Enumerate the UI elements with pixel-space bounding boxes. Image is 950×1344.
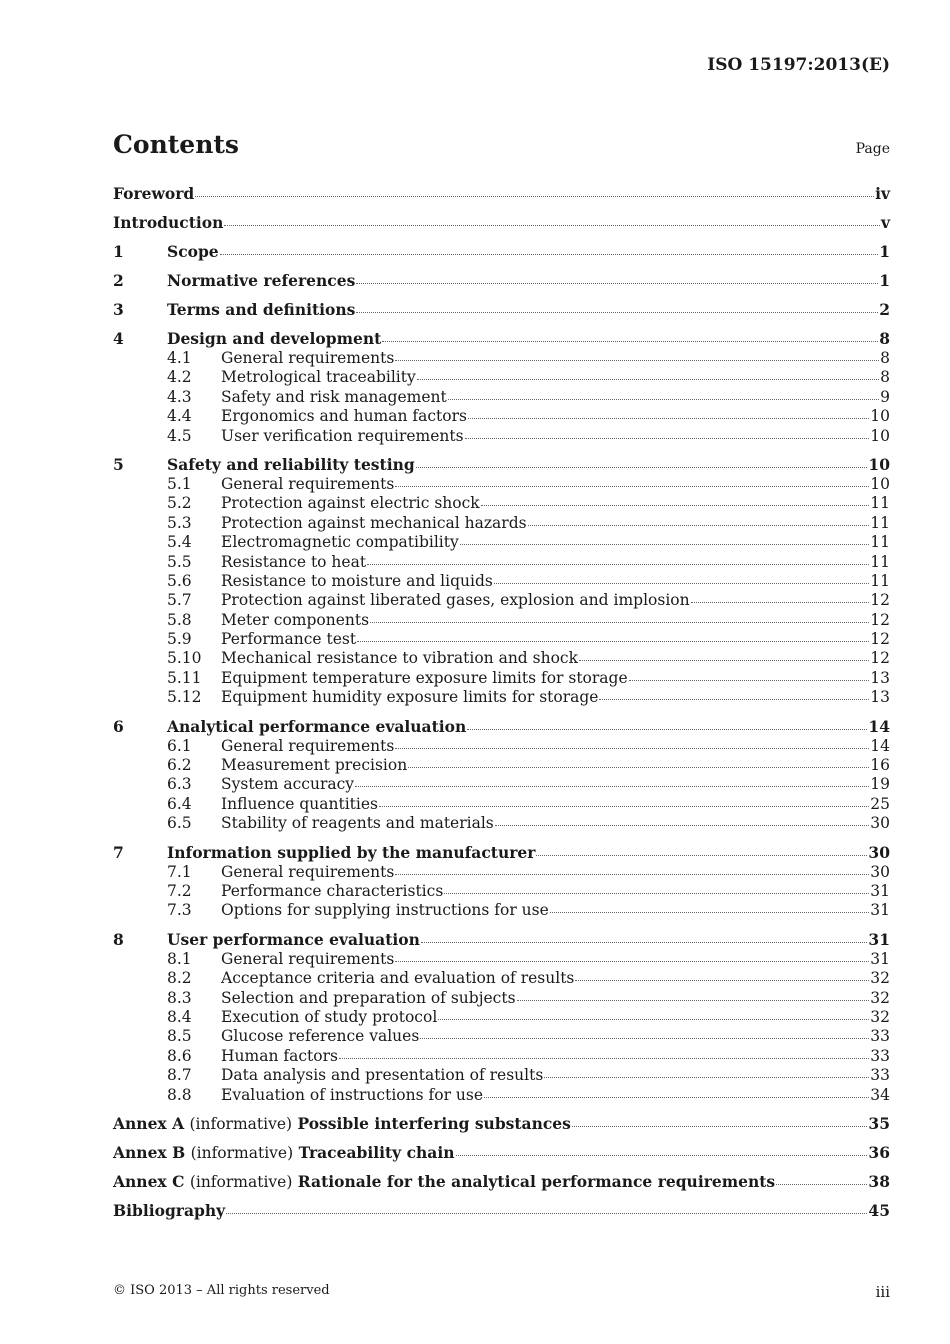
subsection-title: Electromagnetic compatibility — [221, 533, 459, 552]
toc-entry-subsection[interactable] — [113, 475, 890, 494]
subsection-page: 11 — [870, 533, 890, 552]
toc-entry-subsection[interactable] — [113, 533, 890, 552]
annex-page: 38 — [868, 1171, 890, 1191]
annex-label: Annex C — [113, 1171, 185, 1191]
subsection-title: Metrological traceability — [221, 368, 416, 387]
subsection-title: System accuracy — [221, 775, 355, 794]
dot-leader — [395, 482, 869, 487]
section-number: 6 — [113, 716, 124, 736]
subsection-number: 5.3 — [167, 513, 192, 532]
dot-leader — [438, 1015, 869, 1020]
dot-leader — [355, 782, 869, 787]
subsection-number: 6.3 — [167, 775, 192, 794]
subsection-number: 5.12 — [167, 688, 202, 707]
toc-entry-subsection[interactable] — [113, 388, 890, 407]
toc-entry-section[interactable] — [113, 329, 890, 349]
dot-leader — [599, 695, 869, 700]
dot-leader — [370, 618, 869, 623]
toc-entry-subsection[interactable] — [113, 630, 890, 649]
subsection-number: 5.11 — [167, 668, 202, 687]
dot-leader — [495, 821, 870, 826]
section-page: 30 — [868, 842, 890, 862]
annex-title: Possible interfering substances — [297, 1113, 571, 1133]
subsection-title: Protection against mechanical hazards — [221, 513, 527, 532]
dot-leader — [339, 1054, 869, 1059]
section-title: Design and development — [167, 329, 382, 348]
subsection-title: Measurement precision — [221, 756, 408, 775]
subsection-title: Acceptance criteria and evaluation of results — [221, 969, 575, 988]
toc-entry-subsection[interactable] — [113, 1066, 890, 1085]
subsection-page: 30 — [870, 814, 890, 833]
subsection-title: General requirements — [221, 474, 395, 493]
table-of-contents — [113, 184, 890, 1221]
dot-leader — [408, 763, 869, 768]
subsection-page: 8 — [880, 368, 890, 387]
section-number: 1 — [113, 242, 124, 261]
dot-leader — [356, 308, 878, 313]
subsection-title: Human factors — [221, 1046, 338, 1065]
toc-entry-subsection[interactable] — [113, 969, 890, 988]
subsection-number: 6.1 — [167, 736, 192, 755]
dot-leader — [579, 656, 869, 661]
section-page: 2 — [879, 300, 890, 319]
toc-entry-title: Bibliography — [113, 1200, 226, 1220]
subsection-title: Protection against liberated gases, explosion and implosion — [221, 591, 690, 610]
toc-entry-subsection[interactable] — [113, 1027, 890, 1046]
annex-informative-tag: (informative) — [190, 1143, 294, 1162]
dot-leader — [379, 802, 869, 807]
subsection-number: 4.5 — [167, 426, 192, 445]
toc-entry-subsection[interactable] — [113, 649, 890, 668]
subsection-title: Equipment temperature exposure limits for storage — [221, 668, 628, 687]
dot-leader — [528, 521, 870, 526]
section-title: Scope — [167, 242, 219, 261]
subsection-page: 12 — [870, 591, 890, 610]
dot-leader — [395, 356, 879, 361]
section-title: User performance evaluation — [167, 929, 420, 949]
toc-entry-subsection[interactable] — [113, 1008, 890, 1027]
dot-leader — [467, 725, 867, 730]
toc-entry-section[interactable] — [113, 930, 890, 950]
toc-entry-section[interactable] — [113, 242, 890, 262]
subsection-title: Safety and risk management — [221, 387, 447, 406]
subsection-page: 19 — [870, 775, 890, 794]
subsection-title: Equipment humidity exposure limits for storage — [221, 688, 599, 707]
toc-entry-subsection[interactable] — [113, 1047, 890, 1066]
subsection-title: Execution of study protocol — [221, 1007, 438, 1026]
section-page: 10 — [868, 454, 890, 474]
dot-leader — [367, 560, 869, 565]
dot-leader — [224, 221, 880, 226]
dot-leader — [575, 976, 869, 981]
subsection-page: 33 — [870, 1066, 890, 1085]
dot-leader — [357, 637, 869, 642]
toc-entry-introduction[interactable] — [113, 213, 890, 233]
subsection-page: 12 — [870, 630, 890, 649]
section-number: 5 — [113, 454, 124, 474]
subsection-number: 8.2 — [167, 969, 192, 988]
subsection-number: 5.7 — [167, 591, 192, 610]
toc-entry-subsection[interactable] — [113, 989, 890, 1008]
dot-leader — [356, 279, 878, 284]
subsection-number: 8.6 — [167, 1046, 192, 1065]
subsection-page: 32 — [870, 988, 890, 1007]
section-title: Information supplied by the manufacturer — [167, 842, 536, 862]
toc-entry-subsection[interactable] — [113, 737, 890, 756]
subsection-number: 7.2 — [167, 881, 192, 900]
copyright-notice: © ISO 2013 – All rights reserved — [113, 1283, 330, 1298]
toc-entry-subsection[interactable] — [113, 756, 890, 775]
annex-informative-tag: (informative) — [189, 1172, 293, 1191]
subsection-title: General requirements — [221, 736, 395, 755]
section-page: 14 — [868, 716, 890, 736]
dot-leader — [550, 908, 869, 913]
toc-entry-subsection[interactable] — [113, 688, 890, 707]
subsection-title: Resistance to moisture and liquids — [221, 571, 493, 590]
subsection-number: 5.8 — [167, 610, 192, 629]
toc-entry-subsection[interactable] — [113, 368, 890, 387]
section-title: Analytical performance evaluation — [167, 716, 467, 736]
section-page: 1 — [879, 242, 890, 261]
subsection-number: 6.4 — [167, 794, 192, 813]
subsection-page: 12 — [870, 610, 890, 629]
toc-entry-page: iv — [875, 184, 890, 203]
subsection-page: 11 — [870, 494, 890, 513]
subsection-page: 13 — [870, 668, 890, 687]
subsection-number: 5.1 — [167, 474, 192, 493]
subsection-title: Ergonomics and human factors — [221, 407, 467, 426]
toc-entry-page: 45 — [868, 1200, 890, 1220]
subsection-page: 12 — [870, 649, 890, 668]
subsection-page: 32 — [870, 1007, 890, 1026]
dot-leader — [536, 851, 867, 856]
dot-leader — [417, 375, 879, 380]
annex-label: Annex A — [113, 1113, 185, 1133]
section-page: 31 — [868, 929, 890, 949]
subsection-number: 4.4 — [167, 407, 192, 426]
toc-entry-subsection[interactable] — [113, 611, 890, 630]
subsection-page: 16 — [870, 756, 890, 775]
subsection-page: 13 — [870, 688, 890, 707]
toc-sections — [113, 242, 890, 1105]
toc-entry-annex[interactable] — [113, 1114, 890, 1134]
subsection-title: User verification requirements — [221, 426, 464, 445]
toc-entry-page: v — [880, 213, 890, 232]
contents-header — [113, 130, 890, 159]
toc-entry-subsection[interactable] — [113, 349, 890, 368]
subsection-page: 33 — [870, 1027, 890, 1046]
dot-leader — [226, 1209, 867, 1214]
subsection-page: 33 — [870, 1046, 890, 1065]
dot-leader — [484, 1093, 869, 1098]
toc-entry-section[interactable] — [113, 455, 890, 475]
section-page: 8 — [879, 329, 890, 348]
subsection-number: 7.1 — [167, 862, 192, 881]
toc-entry-subsection[interactable] — [113, 669, 890, 688]
subsection-title: General requirements — [221, 949, 395, 968]
subsection-title: Glucose reference values — [221, 1027, 420, 1046]
section-page: 1 — [879, 271, 890, 290]
toc-entry-annex[interactable] — [113, 1172, 890, 1192]
dot-leader — [416, 463, 868, 468]
subsection-number: 8.3 — [167, 988, 192, 1007]
toc-entry-section[interactable] — [113, 843, 890, 863]
subsection-title: Options for supplying instructions for use — [221, 901, 549, 920]
section-title: Terms and definitions — [167, 300, 356, 319]
page-number: iii — [875, 1283, 890, 1301]
toc-entry-subsection[interactable] — [113, 1086, 890, 1105]
toc-entry-foreword[interactable] — [113, 184, 890, 204]
section-title: Safety and reliability testing — [167, 454, 415, 474]
dot-leader — [448, 395, 879, 400]
dot-leader — [629, 676, 870, 681]
subsection-title: Performance test — [221, 630, 357, 649]
subsection-page: 14 — [870, 736, 890, 755]
toc-entry-subsection[interactable] — [113, 553, 890, 572]
subsection-title: General requirements — [221, 349, 395, 367]
subsection-page: 31 — [870, 949, 890, 968]
contents-title: Contents — [113, 130, 240, 159]
toc-entry-annex[interactable] — [113, 1143, 890, 1163]
toc-entry-subsection[interactable] — [113, 950, 890, 969]
subsection-number: 8.7 — [167, 1066, 192, 1085]
annex-title: Traceability chain — [298, 1142, 455, 1162]
subsection-title: Meter components — [221, 610, 370, 629]
subsection-page: 31 — [870, 881, 890, 900]
subsection-title: General requirements — [221, 862, 395, 881]
dot-leader — [395, 744, 869, 749]
subsection-page: 8 — [880, 349, 890, 367]
toc-entry-title: Foreword — [113, 184, 195, 203]
section-title: Normative references — [167, 271, 356, 290]
section-number: 4 — [113, 329, 124, 348]
toc-entry-section[interactable] — [113, 300, 890, 320]
toc-entry-subsection[interactable] — [113, 882, 890, 901]
dot-leader — [444, 889, 869, 894]
dot-leader — [691, 598, 870, 603]
section-number: 3 — [113, 300, 124, 319]
dot-leader — [460, 540, 870, 545]
subsection-number: 5.9 — [167, 630, 192, 649]
subsection-number: 5.10 — [167, 649, 202, 668]
subsection-title: Mechanical resistance to vibration and shock — [221, 649, 578, 668]
toc-entry-title: Introduction — [113, 213, 224, 232]
annex-informative-tag: (informative) — [189, 1114, 293, 1133]
annex-page: 35 — [868, 1113, 890, 1133]
annex-title: Rationale for the analytical performance requirements — [297, 1171, 776, 1191]
document-identifier: ISO 15197:2013(E) — [707, 55, 890, 75]
toc-entry-subsection[interactable] — [113, 863, 890, 882]
subsection-title: Data analysis and presentation of results — [221, 1066, 544, 1085]
subsection-title: Selection and preparation of subjects — [221, 988, 516, 1007]
dot-leader — [456, 1151, 868, 1156]
section-number: 7 — [113, 842, 124, 862]
subsection-number: 8.1 — [167, 949, 192, 968]
dot-leader — [481, 501, 870, 506]
page-footer — [113, 1283, 890, 1301]
subsection-number: 5.6 — [167, 571, 192, 590]
subsection-number: 8.4 — [167, 1007, 192, 1026]
toc-entry-section[interactable] — [113, 271, 890, 291]
subsection-title: Resistance to heat — [221, 552, 367, 571]
subsection-number: 5.2 — [167, 494, 192, 513]
toc-entry-subsection[interactable] — [113, 775, 890, 794]
toc-entry-subsection[interactable] — [113, 494, 890, 513]
subsection-page: 31 — [870, 901, 890, 920]
subsection-title: Stability of reagents and materials — [221, 814, 494, 833]
subsection-number: 6.5 — [167, 814, 192, 833]
subsection-number: 5.4 — [167, 533, 192, 552]
dot-leader — [776, 1180, 867, 1185]
subsection-number: 4.1 — [167, 349, 192, 367]
subsection-number: 5.5 — [167, 552, 192, 571]
subsection-page: 32 — [870, 969, 890, 988]
annex-page: 36 — [868, 1142, 890, 1162]
subsection-page: 34 — [870, 1085, 890, 1104]
subsection-page: 10 — [870, 426, 890, 445]
dot-leader — [544, 1073, 869, 1078]
subsection-page: 9 — [880, 387, 890, 406]
dot-leader — [220, 250, 879, 255]
subsection-number: 4.3 — [167, 387, 192, 406]
dot-leader — [420, 1034, 869, 1039]
subsection-title: Protection against electric shock — [221, 494, 480, 513]
page-column-label: Page — [855, 141, 890, 157]
subsection-page: 10 — [870, 407, 890, 426]
section-number: 8 — [113, 929, 124, 949]
dot-leader — [465, 434, 870, 439]
toc-entry-subsection[interactable] — [113, 407, 890, 426]
subsection-number: 7.3 — [167, 901, 192, 920]
toc-annexes — [113, 1114, 890, 1192]
toc-entry-subsection[interactable] — [113, 591, 890, 610]
section-number: 2 — [113, 271, 124, 290]
subsection-number: 8.8 — [167, 1085, 192, 1104]
toc-entry-subsection[interactable] — [113, 514, 890, 533]
subsection-page: 10 — [870, 474, 890, 493]
subsection-title: Evaluation of instructions for use — [221, 1085, 484, 1104]
dot-leader — [517, 996, 870, 1001]
toc-entry-subsection[interactable] — [113, 814, 890, 833]
subsection-page: 25 — [870, 794, 890, 813]
dot-leader — [395, 957, 869, 962]
dot-leader — [468, 414, 869, 419]
subsection-page: 30 — [870, 862, 890, 881]
dot-leader — [395, 870, 869, 875]
toc-entry-subsection[interactable] — [113, 572, 890, 591]
dot-leader — [494, 579, 869, 584]
dot-leader — [572, 1122, 868, 1127]
toc-entry-section[interactable] — [113, 717, 890, 737]
subsection-title: Performance characteristics — [221, 881, 444, 900]
subsection-number: 4.2 — [167, 368, 192, 387]
dot-leader — [382, 337, 878, 342]
toc-entry-subsection[interactable] — [113, 901, 890, 920]
subsection-number: 6.2 — [167, 756, 192, 775]
subsection-page: 11 — [870, 552, 890, 571]
toc-entry-subsection[interactable] — [113, 427, 890, 446]
subsection-title: Influence quantities — [221, 794, 378, 813]
toc-entry-subsection[interactable] — [113, 795, 890, 814]
subsection-page: 11 — [870, 571, 890, 590]
subsection-page: 11 — [870, 513, 890, 532]
subsection-number: 8.5 — [167, 1027, 192, 1046]
dot-leader — [421, 938, 868, 943]
dot-leader — [195, 192, 874, 197]
annex-label: Annex B — [113, 1142, 186, 1162]
toc-entry-bibliography[interactable] — [113, 1201, 890, 1221]
